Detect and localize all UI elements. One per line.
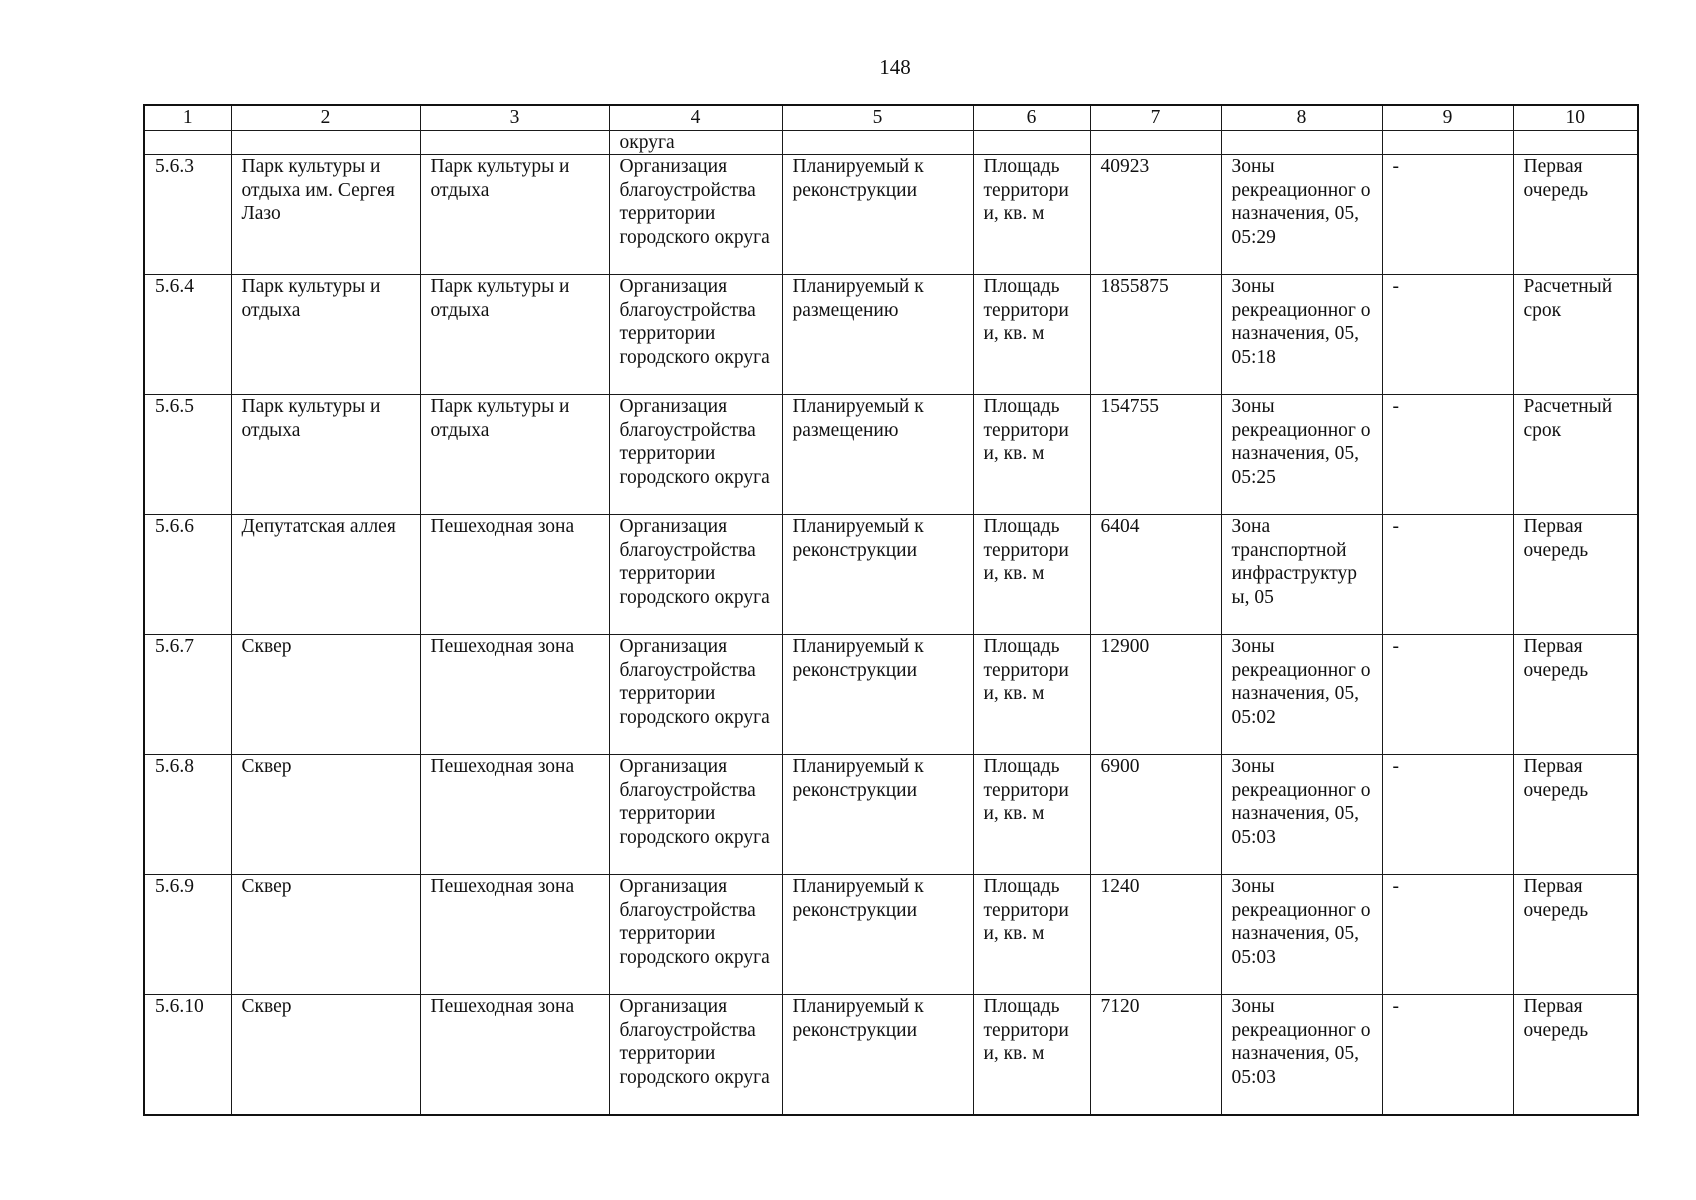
table-cell-col-10: Первая очередь	[1513, 635, 1638, 755]
table-row	[144, 995, 1638, 1116]
table-cell-col-9	[1382, 130, 1513, 155]
table-cell-col-2: Сквер	[231, 995, 420, 1116]
table-cell-col-9: -	[1382, 995, 1513, 1116]
table-cell-col-7: 6404	[1090, 515, 1221, 635]
table-cell-col-9: -	[1382, 275, 1513, 395]
table-cell-col-2: Сквер	[231, 875, 420, 995]
table-cell-col-5: Планируемый к реконструкции	[782, 635, 973, 755]
table-cell-col-8: Зоны рекреационног о назначения, 05, 05:03	[1221, 875, 1382, 995]
table-cell-col-7: 1855875	[1090, 275, 1221, 395]
table-cell-col-3: Пешеходная зона	[420, 635, 609, 755]
table-cell-col-10: Расчетный срок	[1513, 395, 1638, 515]
table-cell-col-4: Организация благоустройства территории городского округа	[609, 995, 782, 1116]
table-cell-col-4: Организация благоустройства территории городского округа	[609, 755, 782, 875]
table-cell-col-1: 5.6.5	[144, 395, 231, 515]
table-cell-col-9: -	[1382, 395, 1513, 515]
table-cell-col-2: Сквер	[231, 755, 420, 875]
table-cell-col-9: -	[1382, 155, 1513, 275]
table-cell-col-3: Парк культуры и отдыха	[420, 395, 609, 515]
table-cell-col-3: 3	[420, 105, 609, 130]
table-cell-col-5: 5	[782, 105, 973, 130]
table-cell-col-10: Расчетный срок	[1513, 275, 1638, 395]
table-cell-col-10: Первая очередь	[1513, 995, 1638, 1116]
table-cell-col-1: 5.6.9	[144, 875, 231, 995]
table-cell-col-2: 2	[231, 105, 420, 130]
table-cell-col-1: 5.6.4	[144, 275, 231, 395]
table-cell-col-3	[420, 130, 609, 155]
table-cell-col-8: Зоны рекреационног о назначения, 05, 05:18	[1221, 275, 1382, 395]
table-cell-col-8: Зоны рекреационног о назначения, 05, 05:03	[1221, 755, 1382, 875]
table-cell-col-8: 8	[1221, 105, 1382, 130]
table-row	[144, 515, 1638, 635]
table-cell-col-7: 1240	[1090, 875, 1221, 995]
table-cell-col-4: 4	[609, 105, 782, 130]
table-cell-col-6: Площадь территори и, кв. м	[973, 995, 1090, 1116]
table-cell-col-1	[144, 130, 231, 155]
table-cell-col-6: Площадь территори и, кв. м	[973, 635, 1090, 755]
table-cell-col-1: 1	[144, 105, 231, 130]
table-cell-col-3: Парк культуры и отдыха	[420, 275, 609, 395]
table-row	[144, 155, 1638, 275]
table-continuation-row	[144, 130, 1638, 155]
table-cell-col-10	[1513, 130, 1638, 155]
table-cell-col-7: 7120	[1090, 995, 1221, 1116]
table-cell-col-9: -	[1382, 875, 1513, 995]
table-cell-col-8	[1221, 130, 1382, 155]
table-cell-col-2: Сквер	[231, 635, 420, 755]
table-cell-col-5: Планируемый к реконструкции	[782, 995, 973, 1116]
page-number: 148	[879, 55, 911, 79]
table-cell-col-8: Зоны рекреационног о назначения, 05, 05:25	[1221, 395, 1382, 515]
table-cell-col-5: Планируемый к размещению	[782, 275, 973, 395]
table-cell-col-5: Планируемый к реконструкции	[782, 875, 973, 995]
table-cell-col-10: Первая очередь	[1513, 875, 1638, 995]
table-row	[144, 635, 1638, 755]
table-cell-col-4: Организация благоустройства территории городского округа	[609, 875, 782, 995]
table-cell-col-7: 6900	[1090, 755, 1221, 875]
table-cell-col-4: Организация благоустройства территории городского округа	[609, 395, 782, 515]
table-cell-col-5: Планируемый к реконструкции	[782, 755, 973, 875]
table-cell-col-9: 9	[1382, 105, 1513, 130]
table-cell-col-9: -	[1382, 635, 1513, 755]
table-cell-col-4: Организация благоустройства территории городского округа	[609, 635, 782, 755]
table-body	[144, 105, 1638, 1115]
table-cell-col-6: Площадь территори и, кв. м	[973, 515, 1090, 635]
table-row	[144, 275, 1638, 395]
table-cell-col-6: Площадь территори и, кв. м	[973, 395, 1090, 515]
data-table	[143, 104, 1639, 1116]
table-cell-col-7: 40923	[1090, 155, 1221, 275]
table-cell-col-8: Зоны рекреационног о назначения, 05, 05:02	[1221, 635, 1382, 755]
table-row	[144, 875, 1638, 995]
table-cell-col-4: округа	[609, 130, 782, 155]
table-cell-col-6: Площадь территори и, кв. м	[973, 275, 1090, 395]
table-cell-col-6: Площадь территори и, кв. м	[973, 875, 1090, 995]
table-cell-col-1: 5.6.7	[144, 635, 231, 755]
table-cell-col-6	[973, 130, 1090, 155]
table-cell-col-6: Площадь территори и, кв. м	[973, 155, 1090, 275]
table-cell-col-5: Планируемый к размещению	[782, 395, 973, 515]
table-cell-col-2: Парк культуры и отдыха им. Сергея Лазо	[231, 155, 420, 275]
table-cell-col-6: 6	[973, 105, 1090, 130]
table-cell-col-4: Организация благоустройства территории городского округа	[609, 515, 782, 635]
table-cell-col-1: 5.6.3	[144, 155, 231, 275]
table-cell-col-2: Парк культуры и отдыха	[231, 275, 420, 395]
table-cell-col-9: -	[1382, 515, 1513, 635]
table-cell-col-7: 154755	[1090, 395, 1221, 515]
table-cell-col-6: Площадь территори и, кв. м	[973, 755, 1090, 875]
table-cell-col-1: 5.6.6	[144, 515, 231, 635]
table-cell-col-10: Первая очередь	[1513, 515, 1638, 635]
table-cell-col-10: 10	[1513, 105, 1638, 130]
table-cell-col-3: Парк культуры и отдыха	[420, 155, 609, 275]
table-cell-col-10: Первая очередь	[1513, 755, 1638, 875]
table-cell-col-8: Зоны рекреационног о назначения, 05, 05:29	[1221, 155, 1382, 275]
table-cell-col-3: Пешеходная зона	[420, 755, 609, 875]
table-cell-col-5	[782, 130, 973, 155]
table-cell-col-3: Пешеходная зона	[420, 515, 609, 635]
table-cell-col-7: 7	[1090, 105, 1221, 130]
table-cell-col-5: Планируемый к реконструкции	[782, 515, 973, 635]
table-cell-col-7	[1090, 130, 1221, 155]
table-cell-col-2: Депутатская аллея	[231, 515, 420, 635]
table-cell-col-1: 5.6.10	[144, 995, 231, 1116]
table-cell-col-5: Планируемый к реконструкции	[782, 155, 973, 275]
table-row	[144, 395, 1638, 515]
table-cell-col-4: Организация благоустройства территории городского округа	[609, 155, 782, 275]
table-cell-col-10: Первая очередь	[1513, 155, 1638, 275]
table-cell-col-8: Зоны рекреационног о назначения, 05, 05:03	[1221, 995, 1382, 1116]
table-header-row	[144, 105, 1638, 130]
table-cell-col-3: Пешеходная зона	[420, 875, 609, 995]
table-cell-col-3: Пешеходная зона	[420, 995, 609, 1116]
table-cell-col-9: -	[1382, 755, 1513, 875]
table-cell-col-2: Парк культуры и отдыха	[231, 395, 420, 515]
table-cell-col-8: Зона транспортной инфраструктур ы, 05	[1221, 515, 1382, 635]
table-cell-col-4: Организация благоустройства территории городского округа	[609, 275, 782, 395]
table-row	[144, 755, 1638, 875]
table-cell-col-7: 12900	[1090, 635, 1221, 755]
table-cell-col-1: 5.6.8	[144, 755, 231, 875]
table-cell-col-2	[231, 130, 420, 155]
